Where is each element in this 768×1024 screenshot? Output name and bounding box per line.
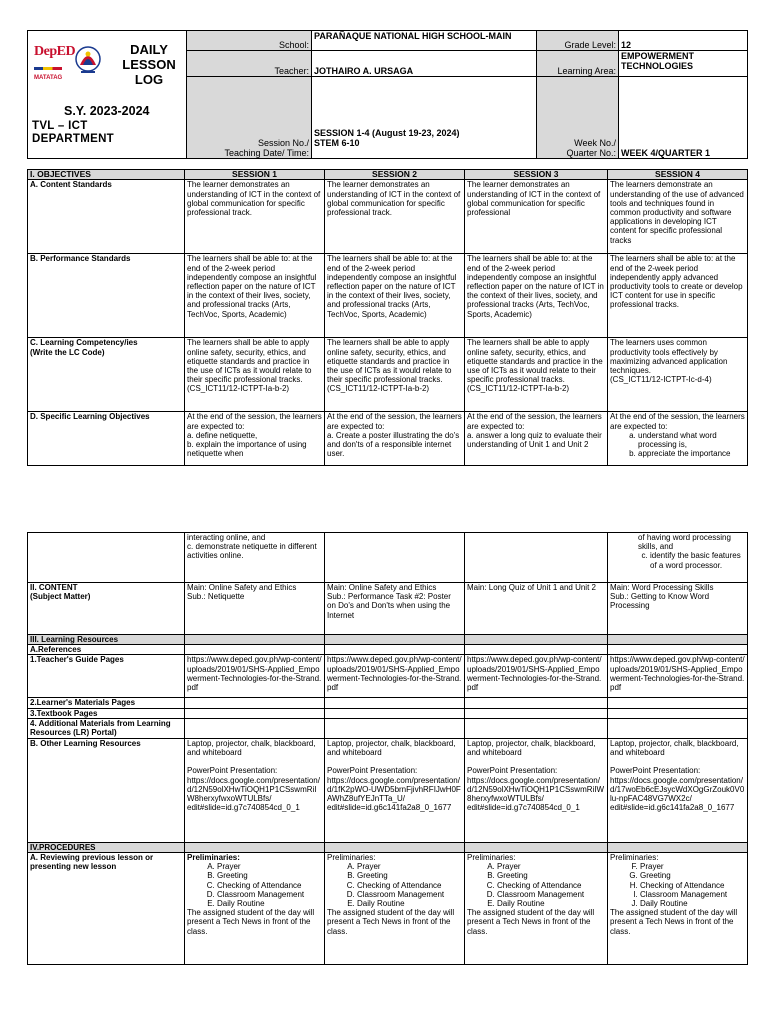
table-row bbox=[28, 708, 748, 718]
cell bbox=[608, 412, 748, 466]
ppt-link[interactable]: https://docs.google.com/presentation/d/12N59olXHwTiOQH1P1CSswmRiIW8herxyfwxoWTULBfs/ edit#slide=id.g7c740854cd_0_1 bbox=[467, 775, 605, 813]
daily-lesson-log-title: DAILY LESSON LOG bbox=[122, 42, 176, 87]
ppt-link[interactable]: https://docs.google.com/presentation/d/1fK2pWO-UWD5brnFjivhRFIJwH0FAWhZ8ufYEJnTTa_U/ edit#slide=id.g6c141fa2a8_0_1677 bbox=[327, 775, 461, 813]
cell bbox=[608, 533, 748, 583]
col-session-4: SESSION 4 bbox=[608, 170, 748, 180]
row-label-teachers-guide: 1.Teacher's Guide Pages bbox=[28, 655, 185, 698]
list-item: C. Checking of Attendance bbox=[217, 881, 322, 890]
s4-objective-list bbox=[610, 431, 745, 459]
cell: The learners demonstrate an understanding of the use of advanced tools and techniques found in common productivity and software applications in developing ICT content for specific professional tracks bbox=[608, 180, 748, 254]
col-session-1: SESSION 1 bbox=[185, 170, 325, 180]
week-label: Week No./ Quarter No.: bbox=[537, 77, 619, 159]
row-label-performance-standards: B. Performance Standards bbox=[28, 254, 185, 338]
bagong-pilipinas-seal-icon bbox=[74, 45, 102, 75]
teacher-label: Teacher: bbox=[187, 51, 312, 77]
list-item: E. Daily Routine bbox=[217, 899, 322, 908]
cell: The learner demonstrates an understanding of ICT in the context of global communication for specific professional bbox=[465, 180, 608, 254]
prelim-list bbox=[467, 862, 605, 908]
cell bbox=[325, 738, 465, 842]
table-row bbox=[28, 583, 748, 635]
row-label-content-standards: A. Content Standards bbox=[28, 180, 185, 254]
cell: The learners shall be able to apply online safety, security, ethics, and etiquette standards and practice in the use of ICTs as it would relate to their specific professional tracks. (CS_ICT11/12-ICTPT-Ia-b-2) bbox=[185, 338, 325, 412]
grade-value: 12 bbox=[619, 31, 748, 51]
cell: At the end of the session, the learners are expected to: a. define netiquette, b. explain the importance of using netiquette when bbox=[185, 412, 325, 466]
header-table bbox=[27, 30, 748, 159]
table-row bbox=[28, 412, 748, 466]
cell bbox=[185, 853, 325, 965]
ppt-label: PowerPoint Presentation: bbox=[327, 766, 418, 776]
row-label-specific-objectives: D. Specific Learning Objectives bbox=[28, 412, 185, 466]
cell: Main: Long Quiz of Unit 1 and Unit 2 bbox=[465, 583, 608, 635]
header-logo-cell bbox=[28, 31, 187, 159]
cell bbox=[325, 533, 465, 583]
tech-news-text: The assigned student of the day will present a Tech News in front of the class. bbox=[467, 908, 595, 936]
tech-news-text: The assigned student of the day will present a Tech News in front of the class. bbox=[327, 908, 455, 936]
list-item: c. identify the basic features of a word processor. bbox=[650, 551, 745, 569]
section-row bbox=[28, 842, 748, 852]
ppt-label: PowerPoint Presentation: bbox=[610, 766, 701, 776]
list-item: E. Daily Routine bbox=[357, 899, 462, 908]
row-label-learning-resources: III. Learning Resources bbox=[28, 635, 185, 645]
row-label-procedures: IV.PROCEDURES bbox=[28, 842, 185, 852]
list-item: H. Checking of Attendance bbox=[640, 881, 745, 890]
tg-link[interactable]: https://www.deped.gov.ph/wp-content/uploads/2019/01/SHS-Applied_Empowerment-Technologies-for-the-Strand.pdf bbox=[325, 655, 465, 698]
table-row bbox=[28, 738, 748, 842]
cell: The learners shall be able to: at the end of the 2-week period independently compose an insightful reflection paper on the nature of ICT in the context of their lives, society, and professional tracks (Arts, TechVoc, Sports, Academic) bbox=[465, 254, 608, 338]
ppt-label: PowerPoint Presentation: bbox=[187, 766, 278, 776]
tech-news-text: The assigned student of the day will present a Tech News in front of the class. bbox=[610, 908, 738, 936]
prelim-label: Preliminaries: bbox=[327, 853, 376, 863]
row-label-other-resources: B. Other Learning Resources bbox=[28, 738, 185, 842]
school-value: PARAÑAQUE NATIONAL HIGH SCHOOL-MAIN bbox=[312, 31, 537, 51]
deped-logo: DepED bbox=[34, 44, 76, 59]
list-item: b. appreciate the importance bbox=[638, 449, 745, 458]
col-session-3: SESSION 3 bbox=[465, 170, 608, 180]
cell: At the end of the session, the learners are expected to: a. answer a long quiz to evaluate their understanding of Unit 1 and Unit 2 bbox=[465, 412, 608, 466]
s4-cont: of having word processing skills, and bbox=[638, 533, 731, 552]
tg-link[interactable]: https://www.deped.gov.ph/wp-content/uploads/2019/01/SHS-Applied_Empowerment-Technologies-for-the-Strand.pdf bbox=[185, 655, 325, 698]
table-row bbox=[28, 698, 748, 708]
tg-link[interactable]: https://www.deped.gov.ph/wp-content/uploads/2019/01/SHS-Applied_Empowerment-Technologies-for-the-Strand.pdf bbox=[608, 655, 748, 698]
list-item: A. Prayer bbox=[357, 862, 462, 871]
cell: The learners shall be able to apply online safety, security, ethics, and etiquette standards and practice in the use of ICTs as it would relate to their specific professional tracks. (CS_ICT11/12-ICTPT-Ia-b-2) bbox=[325, 338, 465, 412]
cell bbox=[28, 533, 185, 583]
list-item: a. understand what word processing is, bbox=[638, 431, 745, 449]
cell bbox=[608, 738, 748, 842]
list-item: G. Greeting bbox=[640, 871, 745, 880]
list-item: J. Daily Routine bbox=[640, 899, 745, 908]
list-item: B. Greeting bbox=[357, 871, 462, 880]
school-year: S.Y. 2023-2024 bbox=[64, 104, 150, 118]
list-item: B. Greeting bbox=[497, 871, 605, 880]
ppt-label: PowerPoint Presentation: bbox=[467, 766, 558, 776]
cell bbox=[608, 853, 748, 965]
school-label: School: bbox=[187, 31, 312, 51]
row-label-references: A.References bbox=[28, 645, 185, 655]
prelim-label: Preliminaries: bbox=[467, 853, 516, 863]
row-label-competencies: C. Learning Competency/ies (Write the LC Code) bbox=[28, 338, 185, 412]
list-item: C. Checking of Attendance bbox=[497, 881, 605, 890]
prelim-label: Preliminaries: bbox=[187, 853, 240, 863]
prelim-list bbox=[187, 862, 322, 908]
session-value: SESSION 1-4 (August 19-23, 2024) STEM 6-10 bbox=[312, 77, 537, 159]
s4-intro: At the end of the session, the learners are expected to: bbox=[610, 412, 745, 431]
s4-cont-list bbox=[638, 551, 745, 569]
department: TVL – ICT DEPARTMENT bbox=[32, 120, 115, 145]
row-label-content: II. CONTENT (Subject Matter) bbox=[28, 583, 185, 635]
table-row bbox=[28, 655, 748, 698]
cell: Main: Online Safety and Ethics Sub.: Netiquette bbox=[185, 583, 325, 635]
table-row bbox=[28, 645, 748, 655]
cell bbox=[465, 533, 608, 583]
ppt-link[interactable]: https://docs.google.com/presentation/d/17woEb6cEJsycWdXOgGrZouk0V0lu-npFAC48VG7WX2c/ edit#slide=id.g6c141fa2a8_0_1677 bbox=[610, 775, 745, 813]
cell: interacting online, and c. demonstrate netiquette in different activities online. bbox=[185, 533, 325, 583]
materials-text: Laptop, projector, chalk, blackboard, and whiteboard bbox=[610, 738, 739, 758]
logo-color-bar bbox=[34, 67, 62, 70]
area-label: Learning Area: bbox=[537, 51, 619, 77]
matatag-logo-text: MATATAG bbox=[34, 75, 63, 81]
list-item: F. Prayer bbox=[640, 862, 745, 871]
cell bbox=[465, 853, 608, 965]
list-item: B. Greeting bbox=[217, 871, 322, 880]
list-item: A. Prayer bbox=[497, 862, 605, 871]
cell: The learner demonstrates an understanding of ICT in the context of global communication for specific professional track. bbox=[325, 180, 465, 254]
prelim-list bbox=[327, 862, 462, 908]
tech-news-text: The assigned student of the day will present a Tech News in front of the class. bbox=[187, 908, 315, 936]
grade-label: Grade Level: bbox=[537, 31, 619, 51]
materials-text: Laptop, projector, chalk, blackboard, and whiteboard bbox=[187, 738, 316, 758]
table-row bbox=[28, 254, 748, 338]
list-item: C. Checking of Attendance bbox=[357, 881, 462, 890]
cell bbox=[325, 853, 465, 965]
row-label-lr-portal: 4. Additional Materials from Learning Resources (LR) Portal) bbox=[28, 718, 185, 738]
table-row bbox=[28, 338, 748, 412]
cell: The learner demonstrates an understanding of ICT in the context of global communication for specific professional track. bbox=[185, 180, 325, 254]
cell bbox=[465, 738, 608, 842]
table-row bbox=[28, 718, 748, 738]
table-row bbox=[28, 533, 748, 583]
cell: The learners shall be able to: at the end of the 2-week period independently apply advanced productivity tools to create or develop ICT content for use in specific professional tracks. bbox=[608, 254, 748, 338]
cell: Main: Word Processing Skills Sub.: Getting to Know Word Processing bbox=[608, 583, 748, 635]
row-label-textbook: 3.Textbook Pages bbox=[28, 708, 185, 718]
prelim-list bbox=[610, 862, 745, 908]
area-value: EMPOWERMENT TECHNOLOGIES bbox=[619, 51, 748, 77]
row-label-learners-materials: 2.Learner's Materials Pages bbox=[28, 698, 185, 708]
list-item: E. Daily Routine bbox=[497, 899, 605, 908]
row-label-review: A. Reviewing previous lesson or presenting new lesson bbox=[28, 853, 185, 965]
prelim-label: Preliminaries: bbox=[610, 853, 659, 863]
list-item: D. Classroom Management bbox=[497, 890, 605, 899]
cell bbox=[185, 738, 325, 842]
ppt-link[interactable]: https://docs.google.com/presentation/d/12N59olXHwTiOQH1P1CSswmRiIW8herxyfwxoWTULBfs/ edit#slide=id.g7c740854cd_0_1 bbox=[187, 775, 320, 813]
table-row bbox=[28, 180, 748, 254]
table-row bbox=[28, 853, 748, 965]
materials-text: Laptop, projector, chalk, blackboard, and whiteboard bbox=[467, 738, 596, 758]
procedures-table bbox=[27, 532, 748, 965]
list-item: A. Prayer bbox=[217, 862, 322, 871]
list-item: I. Classroom Management bbox=[640, 890, 745, 899]
cell: The learners shall be able to: at the end of the 2-week period independently compose an insightful reflection paper on the nature of ICT in the context of their lives, society, and professional tracks (Arts, TechVoc, Sports, Academic) bbox=[185, 254, 325, 338]
cell: At the end of the session, the learners are expected to: a. Create a poster illustrating the do's and don'ts of a responsible internet user. bbox=[325, 412, 465, 466]
week-value: WEEK 4/QUARTER 1 bbox=[619, 77, 748, 159]
teacher-value: JOTHAIRO A. URSAGA bbox=[312, 51, 537, 77]
session-label: Session No./ Teaching Date/ Time: bbox=[187, 77, 312, 159]
col-session-2: SESSION 2 bbox=[325, 170, 465, 180]
list-item: D. Classroom Management bbox=[217, 890, 322, 899]
cell: The learners uses common productivity tools effectively by maximizing advanced application techniques. (CS_ICT11/12-ICTPT-Ic-d-4) bbox=[608, 338, 748, 412]
cell: The learners shall be able to: at the end of the 2-week period independently compose an insightful reflection paper on the nature of ICT in the context of their lives, society, and professional tracks (Arts, TechVoc, Sports, Academic) bbox=[325, 254, 465, 338]
cell: The learners shall be able to apply online safety, security, ethics, and etiquette standards and practice in the use of ICTs as it would relate to their specific professional tracks. (CS_ICT11/12-ICTPT-Ia-b-2) bbox=[465, 338, 608, 412]
cell: Main: Online Safety and Ethics Sub.: Performance Task #2: Poster on Do's and Don'ts when using the Internet bbox=[325, 583, 465, 635]
objectives-table bbox=[27, 169, 748, 466]
section-row bbox=[28, 635, 748, 645]
materials-text: Laptop, projector, chalk, blackboard, and whiteboard bbox=[327, 738, 456, 758]
list-item: D. Classroom Management bbox=[357, 890, 462, 899]
tg-link[interactable]: https://www.deped.gov.ph/wp-content/uploads/2019/01/SHS-Applied_Empowerment-Technologies-for-the-Strand.pdf bbox=[465, 655, 608, 698]
col-objectives: I. OBJECTIVES bbox=[28, 170, 185, 180]
